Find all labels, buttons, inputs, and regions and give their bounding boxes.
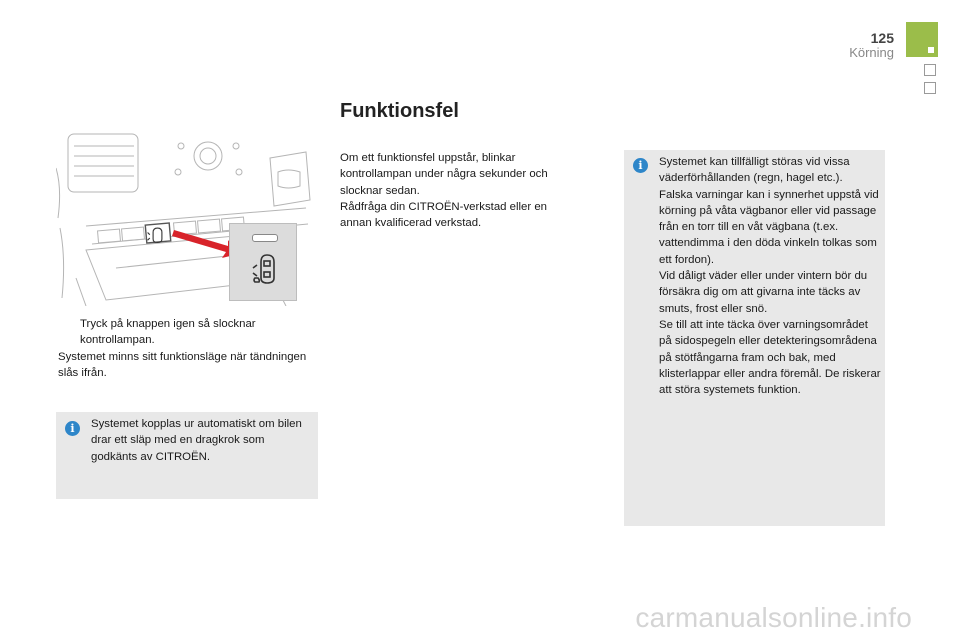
button-closeup bbox=[229, 223, 297, 301]
section-tab-empty[interactable] bbox=[924, 64, 936, 76]
page-number: 125 bbox=[870, 30, 894, 46]
watermark: carmanualsonline.info bbox=[635, 602, 912, 633]
section-tab-empty[interactable] bbox=[924, 82, 936, 94]
bullet-marker bbox=[58, 316, 80, 349]
instruction-bullet bbox=[58, 316, 312, 349]
section-tab[interactable] bbox=[906, 22, 938, 57]
info-right-p2: Falska varningar kan i synnerhet uppstå vid körning på våta vägbanor eller vid passage från en torr till en våt vägbana (t.ex. vattendimma i den döda vinkeln tolkas som ett fordon). bbox=[659, 188, 879, 266]
bullet-text: Tryck på knappen igen så slocknar kontrollampan. bbox=[80, 318, 256, 347]
workshop-text: Rådfråga din CITROËN-verkstad eller en annan kvalificerad verkstad. bbox=[340, 200, 548, 230]
section-title: Körning bbox=[849, 45, 894, 60]
info-right-p3: Vid dåligt väder eller under vintern bör du försäkra dig om att givarna inte täcks av smuts, frost eller snö. bbox=[659, 270, 868, 315]
tab-marker-icon bbox=[928, 47, 934, 53]
info-box-right bbox=[624, 150, 885, 526]
info-box-left bbox=[56, 412, 318, 499]
middle-column bbox=[340, 150, 572, 231]
left-column bbox=[58, 316, 312, 381]
info-right-p4: Se till att inte täcka över varningsområdet på sidospegeln eller detekteringsområdena på stötfångarna fram och bak, med klisterlappar eller andra föremål. De riskerar att störa systemets funktion. bbox=[659, 318, 881, 397]
info-icon: i bbox=[65, 421, 80, 436]
info-left-text: Systemet kopplas ur automatiskt om bilen drar ett släp med en dragkrok som godkänts av CITROËN. bbox=[91, 418, 302, 463]
memory-text: Systemet minns sitt funktionsläge när tändningen slås ifrån. bbox=[58, 350, 307, 379]
info-icon: i bbox=[633, 158, 648, 173]
blind-spot-button-icon bbox=[252, 252, 278, 286]
indicator-lamp bbox=[252, 234, 278, 242]
info-right-p1: Systemet kan tillfälligt störas vid vissa väderförhållanden (regn, hagel etc.). bbox=[659, 156, 850, 185]
malfunction-text: Om ett funktionsfel uppstår, blinkar kontrollampan under några sekunder och slocknar sedan. bbox=[340, 152, 548, 197]
page-title: Funktionsfel bbox=[340, 100, 459, 122]
info-right-text bbox=[659, 154, 881, 398]
